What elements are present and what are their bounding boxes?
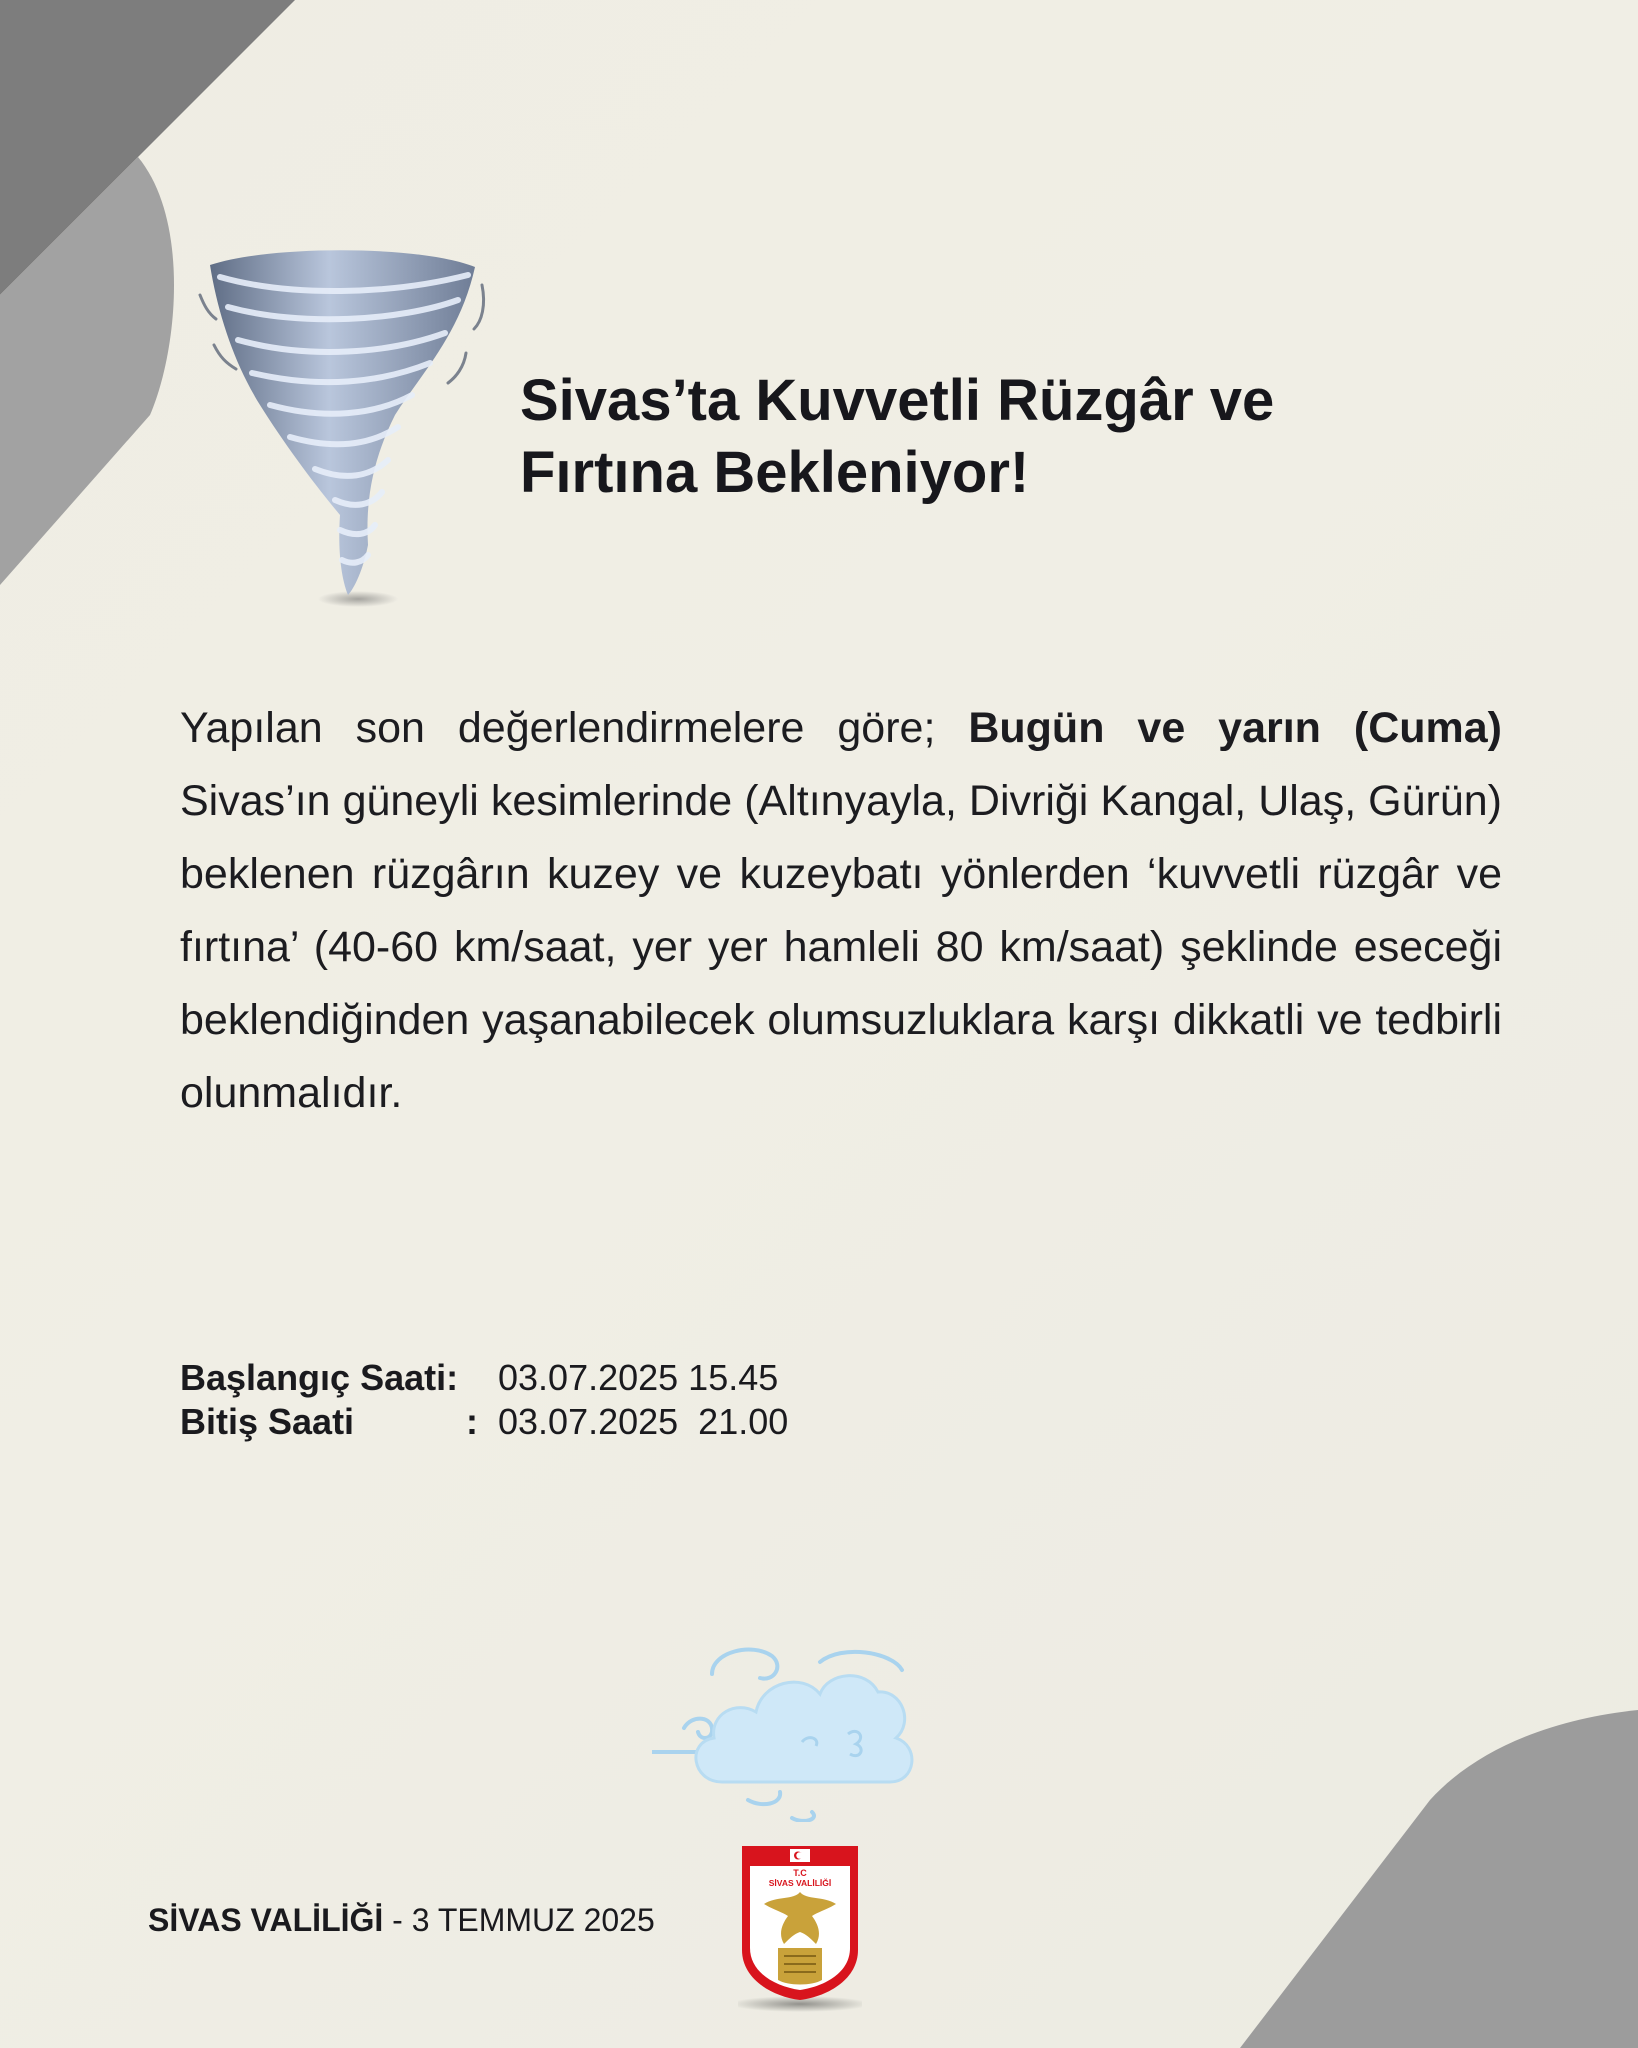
body-intro: Yapılan son değerlendirmelere göre; <box>180 704 969 752</box>
announcement-body <box>180 692 1502 1130</box>
end-time-value: 03.07.2025 21.00 <box>488 1401 789 1442</box>
end-time-label <box>180 1400 488 1444</box>
end-time-label-text: Bitiş Saati <box>180 1401 355 1442</box>
end-time-row <box>180 1400 788 1444</box>
tornado-icon <box>190 245 510 615</box>
footer-date: - 3 TEMMUZ 2025 <box>383 1902 655 1938</box>
seal-emblem-icon <box>738 1840 862 2012</box>
body-highlight: Bugün ve yarın (Cuma) <box>968 704 1502 752</box>
start-time-row <box>180 1356 788 1400</box>
start-time-label: Başlangıç Saati: <box>180 1357 459 1398</box>
headline <box>520 365 1420 509</box>
headline-line-1: Sivas’ta Kuvvetli Rüzgâr ve <box>520 368 1275 433</box>
seal-line-1: T.C <box>793 1868 807 1878</box>
headline-line-2: Fırtına Bekleniyor! <box>520 440 1030 505</box>
start-time-value: 03.07.2025 15.45 <box>488 1357 779 1398</box>
footer-organization: SİVAS VALİLİĞİ <box>148 1902 384 1938</box>
body-rest: Sivas’ın güneyli kesimlerinde (Altınyayla, Divriği Kangal, Ulaş, Gürün) beklenen rüzgârın kuzey ve kuzeybatı yönlerden ‘kuvvetli rüzgâr ve fırtına’ (40-60 km/saat, yer yer hamleli 80 km/saat) şeklinde eseceği beklendiğinden yaşanabilecek olumsuzluklara karşı dikkatli ve tedbirli olunmalıdır. <box>180 777 1502 1117</box>
seal-line-2: SİVAS VALİLİĞİ <box>768 1878 832 1888</box>
wind-cloud-icon <box>652 1622 952 1822</box>
footer <box>148 1902 655 1939</box>
end-time-colon: : <box>466 1401 478 1442</box>
schedule-block <box>180 1356 788 1444</box>
